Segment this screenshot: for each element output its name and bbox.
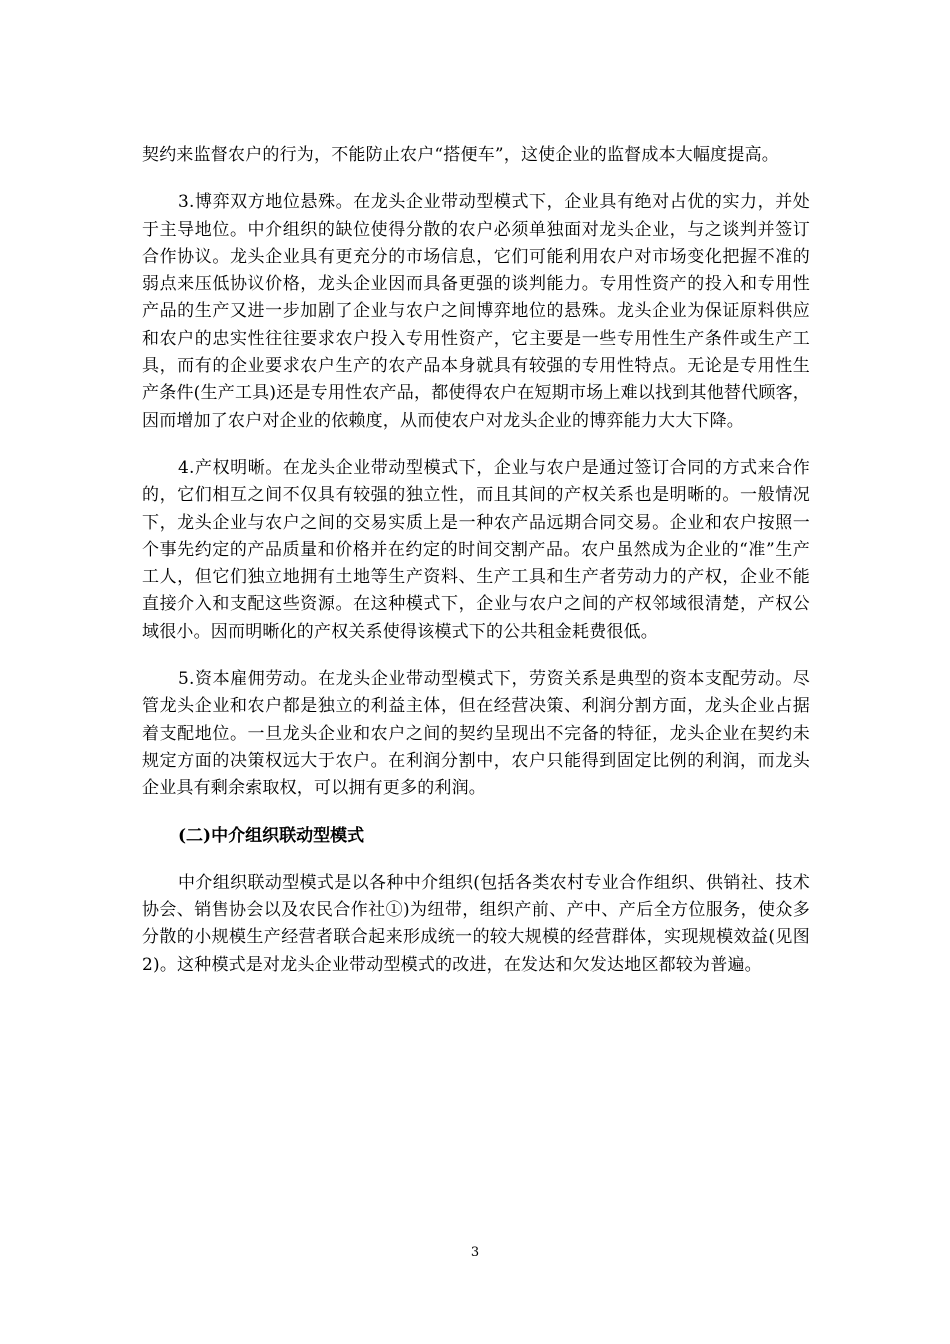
paragraph-gap	[142, 646, 810, 666]
paragraph-gap	[142, 803, 810, 823]
section-heading: (二)中介组织联动型模式	[178, 825, 365, 846]
document-body	[142, 142, 810, 979]
page-number: 3	[470, 1245, 480, 1260]
paragraph-capital-labor: 5.资本雇佣劳动。在龙头企业带动型模式下，劳资关系是典型的资本支配劳动。尽管龙头企业和农户都是独立的利益主体，但在经营决策、利润分割方面，龙头企业占据着支配地位。一旦龙头企业和农户之间的契约呈现出不完备的特征，龙头企业在契约未规定方面的决策权远大于农户。在利润分割中，农户只能得到固定比例的利润，而龙头企业具有剩余索取权，可以拥有更多的利润。	[142, 669, 810, 799]
paragraph-continuation: 契约来监督农户的行为，不能防止农户“搭便车”，这使企业的监督成本大幅度提高。	[142, 145, 779, 165]
paragraph-gap	[142, 435, 810, 455]
paragraph-property-rights: 4.产权明晰。在龙头企业带动型模式下，企业与农户是通过签订合同的方式来合作的，它们相互之间不仅具有较强的独立性，而且其间的产权关系也是明晰的。一般情况下，龙头企业与农户之间的交易实质上是一种农产品远期合同交易。企业和农户按照一个事先约定的产品质量和价格并在约定的时间交割产品。农户虽然成为企业的“准”生产工人，但它们独立地拥有土地等生产资料、生产工具和生产者劳动力的产权，企业不能直接介入和支配这些资源。在这种模式下，企业与农户之间的产权邻域很清楚，产权公域很小。因而明晰化的产权关系使得该模式下的公共租金耗费很低。	[142, 457, 810, 642]
paragraph-intermediary-model: 中介组织联动型模式是以各种中介组织(包括各类农村专业合作组织、供销社、技术协会、销售协会以及农民合作社①)为纽带，组织产前、产中、产后全方位服务，使众多分散的小规模生产经营者联合起来形成统一的较大规模的经营群体，实现规模效益(见图2)。这种模式是对龙头企业带动型模式的改进，在发达和欠发达地区都较为普遍。	[142, 872, 810, 975]
paragraph-gap	[142, 850, 810, 870]
paragraph-game-status: 3.博弈双方地位悬殊。在龙头企业带动型模式下，企业具有绝对占优的实力，并处于主导地位。中介组织的缺位使得分散的农户必须单独面对龙头企业，与之谈判并签订合作协议。龙头企业具有更充分的市场信息，它们可能利用农户对市场变化把握不准的弱点来压低协议价格，龙头企业因而具备更强的谈判能力。专用性资产的投入和专用性产品的生产又进一步加剧了企业与农户之间博弈地位的悬殊。龙头企业为保证原料供应和农户的忠实性往往要求农户投入专用性资产，它主要是一些专用性生产条件或生产工具，而有的企业要求农户生产的农产品本身就具有较强的专用性特点。无论是专用性生产条件(生产工具)还是专用性农产品，都使得农户在短期市场上难以找到其他替代顾客，因而增加了农户对企业的依赖度，从而使农户对龙头企业的博弈能力大大下降。	[142, 192, 810, 431]
paragraph-gap	[142, 169, 810, 189]
